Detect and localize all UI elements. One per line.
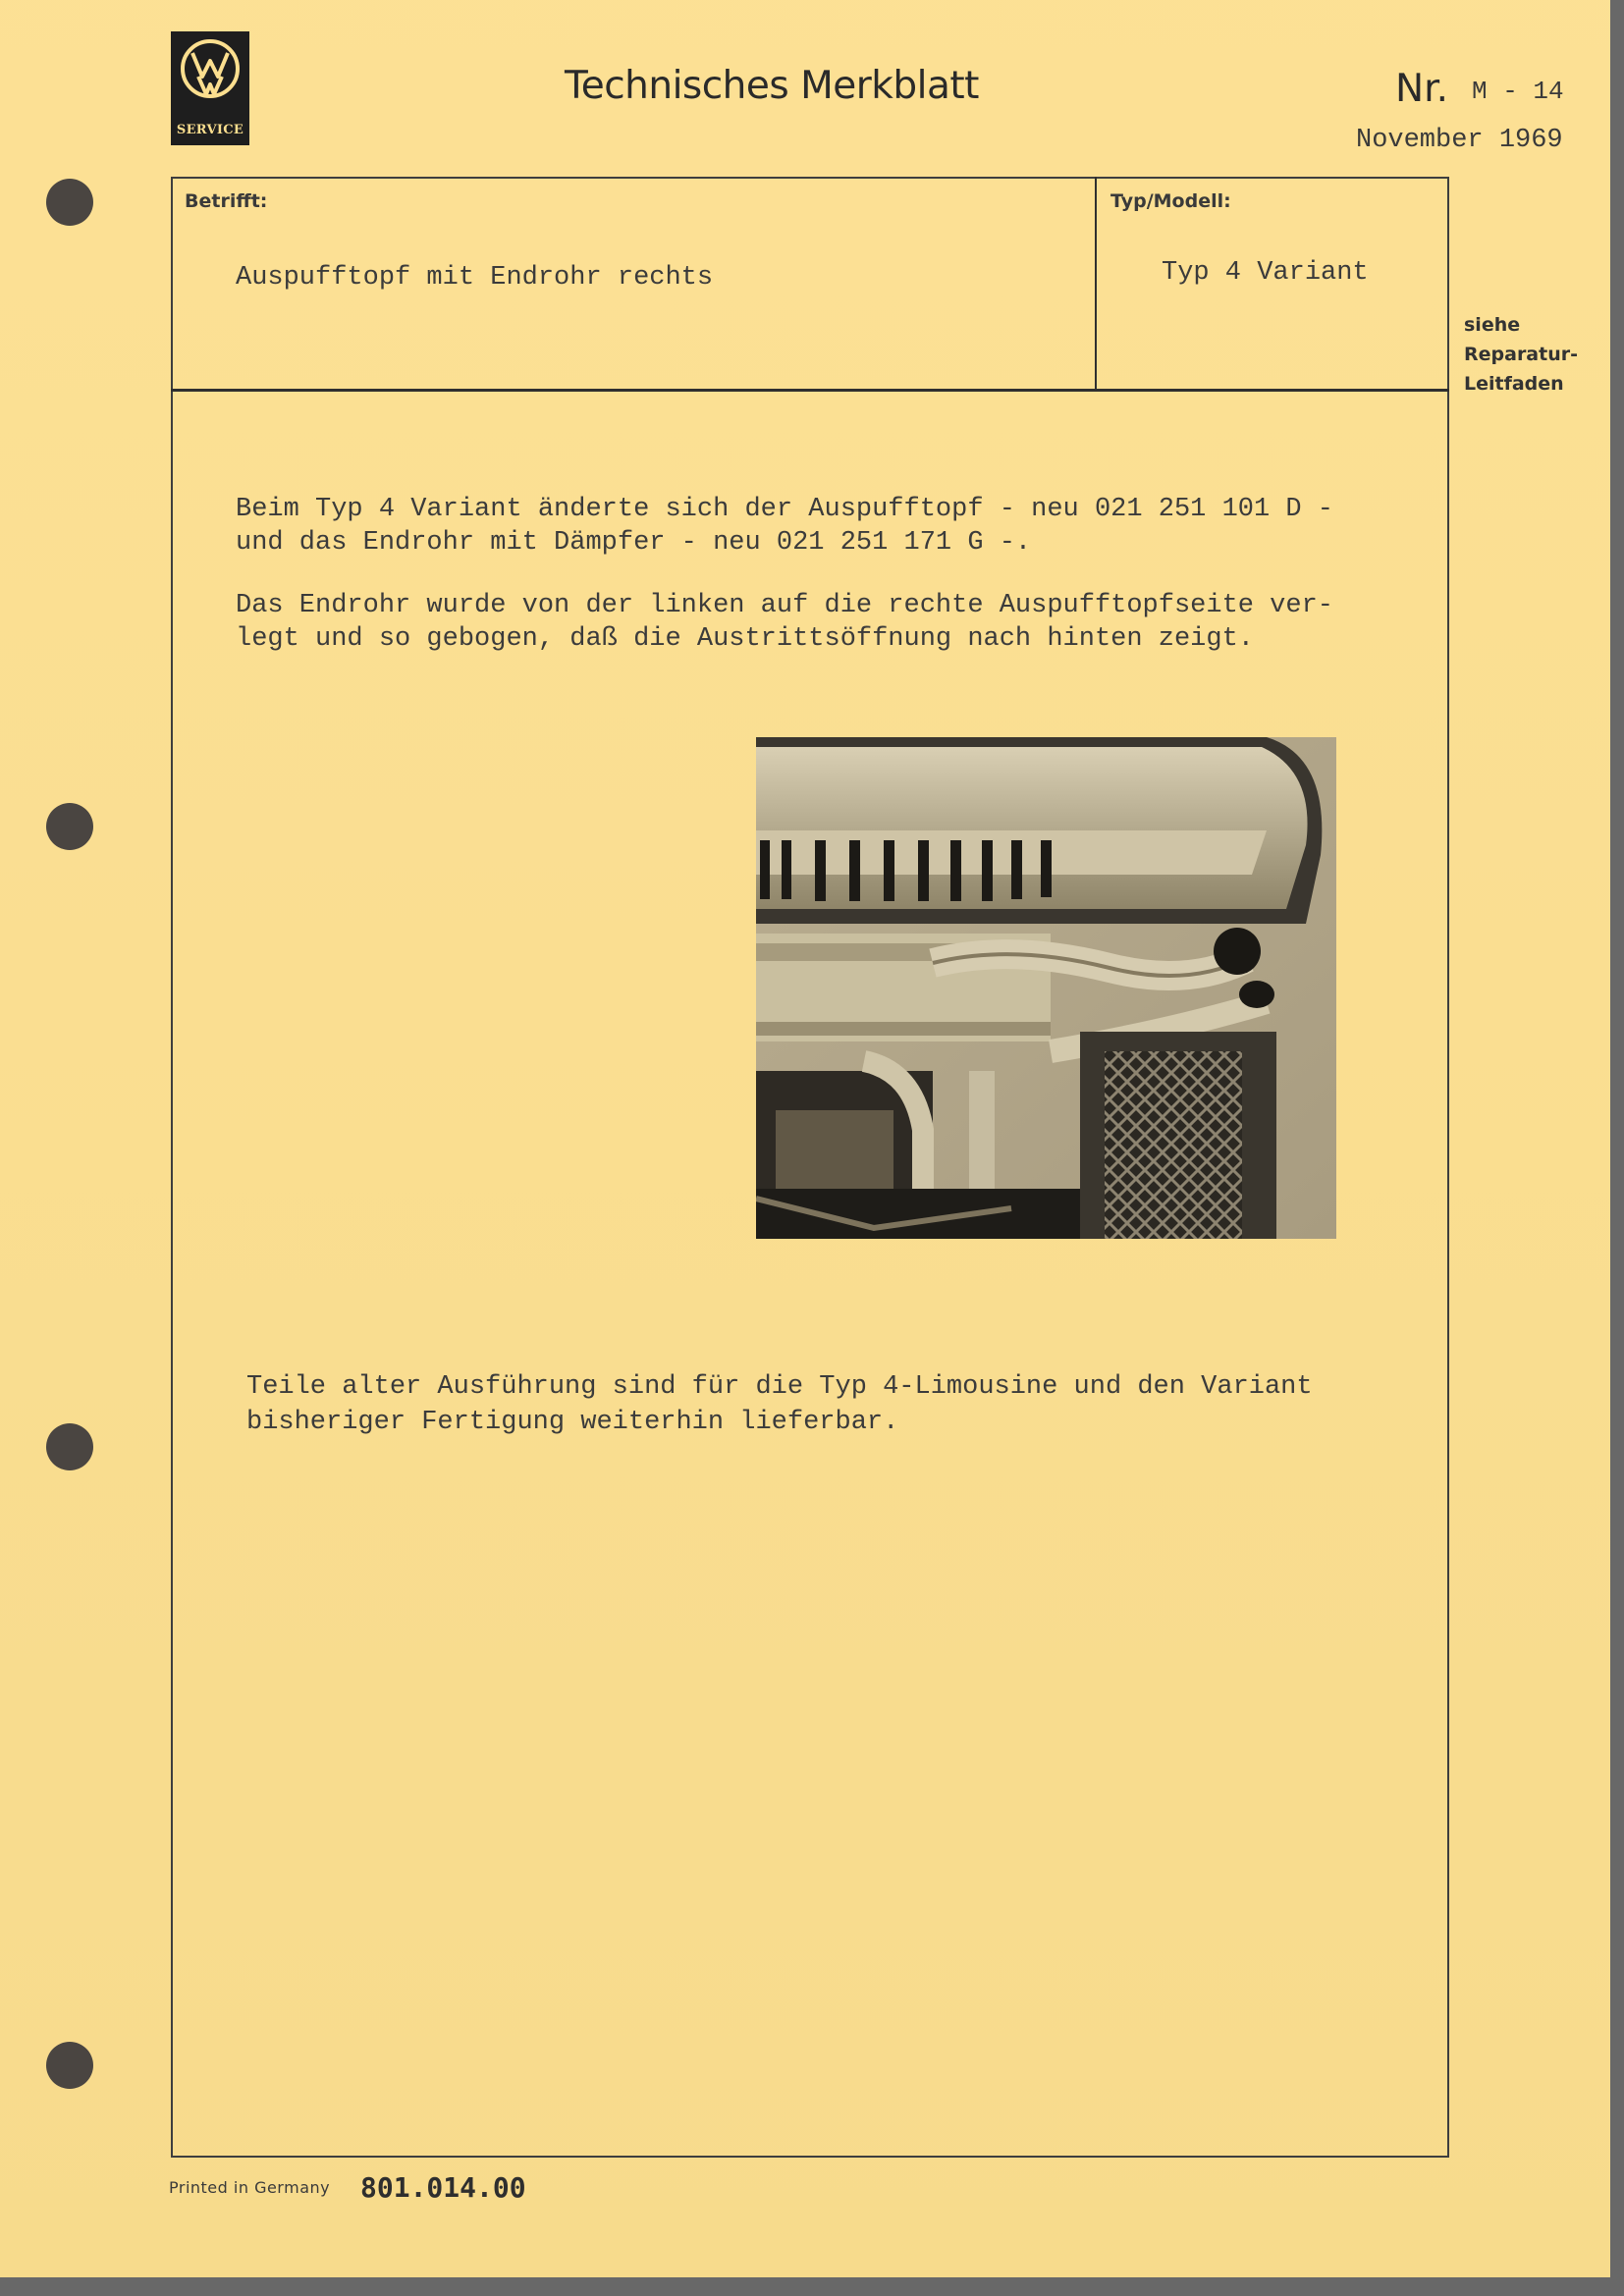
typ-modell-label: Typ/Modell:: [1110, 190, 1231, 212]
paragraph-2-line: legt und so gebogen, daß die Austrittsöffnung nach hinten zeigt.: [236, 624, 1254, 654]
betrifft-value: Auspufftopf mit Endrohr rechts: [236, 263, 714, 293]
side-note-line: Leitfaden: [1464, 373, 1564, 395]
header-box-divider: [171, 389, 1449, 392]
printed-note: Printed in Germany: [169, 2178, 331, 2197]
side-note-line: siehe: [1464, 314, 1521, 336]
logo-label: SERVICE: [176, 123, 244, 137]
punch-hole: [46, 803, 93, 850]
paragraph-2-line: Das Endrohr wurde von der linken auf die rechte Auspufftopfseite ver-: [236, 591, 1333, 620]
side-note: [1464, 310, 1578, 399]
side-note-line: Reparatur-: [1464, 344, 1578, 365]
paragraph-1-line: und das Endrohr mit Dämpfer - neu 021 251 171 G -.: [236, 528, 1032, 558]
exhaust-photo: [756, 737, 1336, 1239]
vw-service-logo: [171, 31, 249, 145]
betrifft-label: Betrifft:: [185, 190, 268, 212]
page-title: Technisches Merkblatt: [565, 64, 979, 108]
punch-hole: [46, 1423, 93, 1470]
paragraph-3-line: bisheriger Fertigung weiterhin lieferbar.: [246, 1408, 899, 1437]
vw-emblem-icon: [179, 37, 242, 100]
column-divider: [1095, 177, 1097, 391]
number-value: M - 14: [1472, 77, 1564, 106]
number-label: Nr.: [1395, 67, 1449, 111]
form-number: 801.014.00: [360, 2171, 526, 2204]
punch-hole: [46, 2042, 93, 2089]
paragraph-1-line: Beim Typ 4 Variant änderte sich der Auspufftopf - neu 021 251 101 D -: [236, 495, 1333, 524]
paragraph-3-line: Teile alter Ausführung sind für die Typ 4-Limousine und den Variant: [246, 1372, 1313, 1402]
issue-date: November 1969: [1356, 126, 1563, 155]
punch-hole: [46, 179, 93, 226]
typ-modell-value: Typ 4 Variant: [1162, 258, 1369, 288]
